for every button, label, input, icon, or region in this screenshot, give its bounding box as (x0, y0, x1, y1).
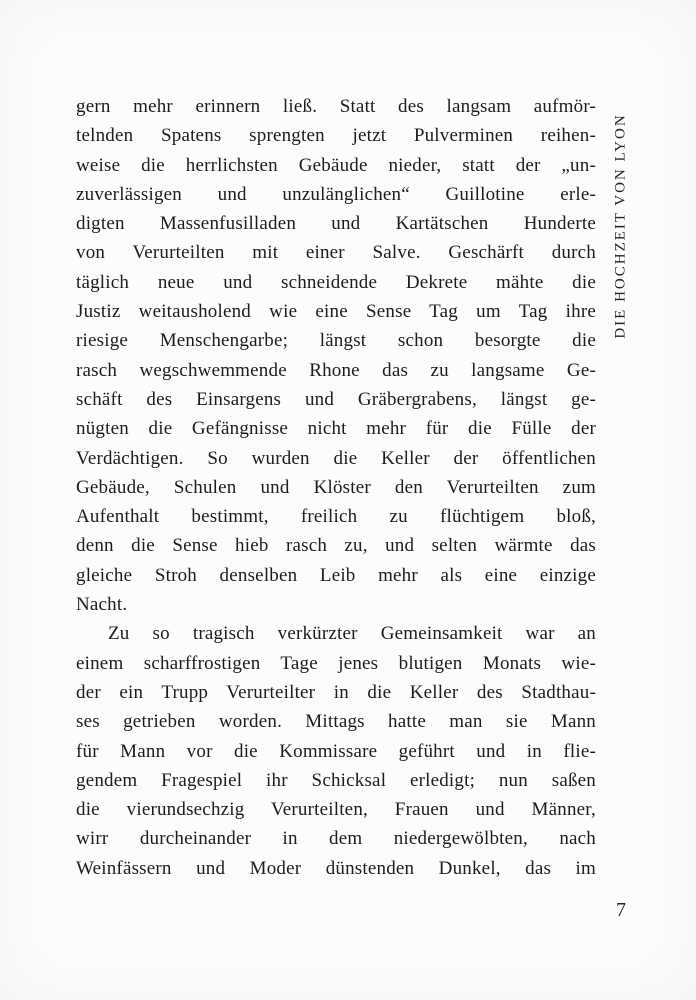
text-line: von Verurteilten mit einer Salve. Geschärft durch (76, 242, 596, 264)
text-line: täglich neue und schneidende Dekrete mähte die (76, 271, 596, 293)
text-line: gendem Fragespiel ihr Schicksal erledigt; nun saßen (76, 769, 596, 791)
text-line: gleiche Stroh denselben Leib mehr als eine einzige (76, 564, 596, 586)
text-line: denn die Sense hieb rasch zu, und selten wärmte das (76, 535, 596, 557)
text-line: für Mann vor die Kommissare geführt und in flie- (76, 740, 596, 762)
text-line: digten Massenfusilladen und Kartätschen Hunderte (76, 213, 596, 235)
text-line: Zu so tragisch verkürzter Gemeinsamkeit war an (108, 623, 596, 645)
text-line: gern mehr erinnern ließ. Statt des langsam aufmör- (76, 96, 596, 117)
text-line: telnden Spatens sprengten jetzt Pulverminen reihen- (76, 125, 596, 147)
text-line: Nacht. (76, 594, 128, 616)
text-line: zuverlässigen und unzulänglichen“ Guillotine erle- (76, 183, 596, 205)
text-line: weise die herrlichsten Gebäude nieder, statt der „un- (76, 154, 596, 176)
text-line: ses getrieben worden. Mittags hatte man sie Mann (76, 711, 596, 733)
text-line: schäft des Einsargens und Gräbergrabens, längst ge- (76, 388, 596, 410)
text-line: Aufenthalt bestimmt, freilich zu flüchtigem bloß, (76, 506, 596, 528)
running-head: DIE HOCHZEIT VON LYON (612, 113, 629, 339)
text-line: die vierundsechzig Verurteilten, Frauen und Männer, (76, 799, 596, 821)
text-line: der ein Trupp Verurteilter in die Keller des Stadthau- (76, 681, 596, 703)
text-line: Verdächtigen. So wurden die Keller der öffentlichen (76, 447, 596, 469)
text-line: rasch wegschwemmende Rhone das zu langsame Ge- (76, 359, 596, 381)
text-block (76, 92, 596, 883)
text-line: riesige Menschengarbe; längst schon besorgte die (76, 330, 596, 352)
text-line: wirr durcheinander in dem niedergewölbten, nach (76, 828, 596, 850)
page-number: 7 (616, 899, 626, 921)
text-line: nügten die Gefängnisse nicht mehr für die Fülle der (76, 418, 596, 440)
text-line: Justiz weitausholend wie eine Sense Tag um Tag ihre (76, 301, 596, 323)
text-line: einem scharffrostigen Tage jenes blutigen Monats wie- (76, 652, 596, 674)
text-line: Weinfässern und Moder dünstenden Dunkel, das im (76, 857, 596, 879)
text-line: Gebäude, Schulen und Klöster den Verurteilten zum (76, 476, 596, 498)
